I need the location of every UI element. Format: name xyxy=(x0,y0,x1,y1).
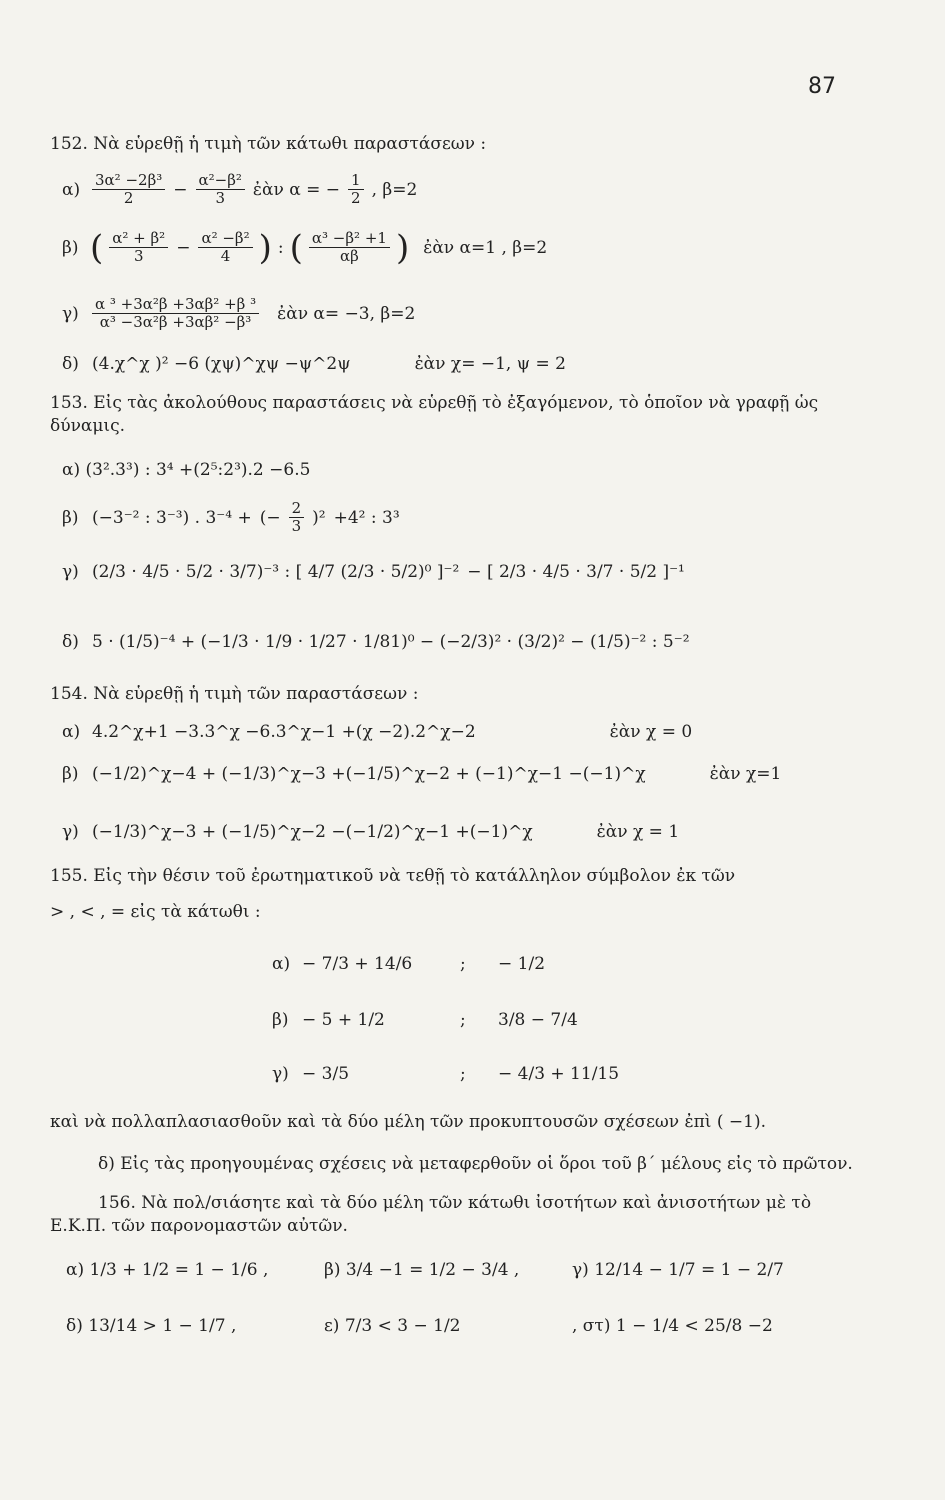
condition-text: ἐὰν χ=1 xyxy=(709,764,782,784)
expression: (−1/2)^χ−4 + (−1/3)^χ−3 +(−1/5)^χ−2 + (−1)^χ−1 −(−1)^χ xyxy=(92,764,646,784)
problem-156-row2 xyxy=(62,1316,777,1336)
right-side: 3/8 − 7/4 xyxy=(498,1010,578,1030)
item-d: δ) 13/14 > 1 − 1/7 , xyxy=(66,1316,237,1336)
item-label: α) xyxy=(272,954,291,974)
item-st: , στ) 1 − 1/4 < 25/8 −2 xyxy=(572,1316,773,1336)
problem-153-b xyxy=(62,500,404,536)
denominator: α³ −3α²β +3αβ² −β³ xyxy=(99,313,252,332)
expression: 5 · (1/5)⁻⁴ + (−1/3 · 1/9 · 1/27 · 1/81)⁰ − (−2/3)² · (3/2)² − (1/5)⁻² : 5⁻² xyxy=(92,632,690,652)
problem-155-symbols: > , < , = εἰς τὰ κάτωθι : xyxy=(50,902,261,922)
right-side: − 1/2 xyxy=(498,954,546,974)
right-side: − 4/3 + 11/15 xyxy=(498,1064,620,1084)
item-label: γ) xyxy=(62,562,79,582)
question-mark: ; xyxy=(460,1064,466,1084)
problem-153-header: 153. Εἰς τὰς ἀκολούθους παραστάσεις νὰ εὑρεθῇ τὸ ἐξαγόμενον, τὸ ὁποῖον νὰ γραφῇ ὡς δύναμις. xyxy=(50,393,819,436)
paren-open: (− xyxy=(259,507,281,528)
problem-155-after: καὶ νὰ πολλαπλασιασθοῦν καὶ τὰ δύο μέλη τῶν προκυπτουσῶν σχέσεων ἐπὶ ( −1). xyxy=(50,1112,766,1132)
fraction xyxy=(196,172,245,208)
expression: − [ 2/3 · 4/5 · 3/7 · 5/2 ]⁻¹ xyxy=(467,562,685,582)
fraction xyxy=(198,230,252,266)
problem-155-header: 155. Εἰς τὴν θέσιν τοῦ ἐρωτηματικοῦ νὰ τεθῇ τὸ κατάλληλον σύμβολον ἐκ τῶν xyxy=(50,866,736,886)
expression: (4.χ^χ )² −6 (χψ)^χψ −ψ^2ψ xyxy=(92,354,351,374)
problem-152-g xyxy=(62,296,419,332)
condition-text: ἐὰν χ = 0 xyxy=(609,722,693,742)
left-side: − 3/5 xyxy=(302,1064,350,1084)
operator: − xyxy=(173,179,188,200)
item-a: α) 1/3 + 1/2 = 1 − 1/6 , xyxy=(66,1260,269,1280)
item-b: β) 3/4 −1 = 1/2 − 3/4 , xyxy=(324,1260,520,1280)
condition-text: ἐὰν α= −3, β=2 xyxy=(277,303,416,324)
denominator: 4 xyxy=(220,247,231,266)
fraction xyxy=(92,296,259,332)
denominator: 3 xyxy=(215,189,225,208)
item-label: β) xyxy=(272,1010,289,1030)
fraction xyxy=(348,172,364,208)
item-label: γ) xyxy=(272,1064,289,1084)
item-label: β) xyxy=(62,237,79,258)
item-label: α) xyxy=(62,722,81,742)
denominator: αβ xyxy=(340,247,359,266)
left-side: − 7/3 + 14/6 xyxy=(302,954,413,974)
item-e: ε) 7/3 < 3 − 1/2 xyxy=(324,1316,461,1336)
problem-152-header: 152. Νὰ εὑρεθῇ ἡ τιμὴ τῶν κάτωθι παραστάσεων : xyxy=(50,134,487,154)
problem-152-a xyxy=(62,172,421,208)
denominator: 3 xyxy=(133,247,144,266)
operator: − xyxy=(176,237,191,258)
condition-text: ἐὰν α = − xyxy=(252,179,341,200)
expression: 4.2^χ+1 −3.3^χ −6.3^χ−1 +(χ −2).2^χ−2 xyxy=(92,722,476,742)
paren-open: ( xyxy=(90,227,104,268)
paren-close: )² xyxy=(312,507,326,528)
problem-152-b xyxy=(62,227,551,268)
item-label: α) xyxy=(62,179,81,200)
numerator: α² −β² xyxy=(198,230,252,248)
fraction xyxy=(289,500,305,536)
expression: +4² : 3³ xyxy=(333,507,400,528)
question-mark: ; xyxy=(460,1010,466,1030)
condition-text: ἐὰν χ= −1, ψ = 2 xyxy=(414,354,566,374)
problem-154-a xyxy=(62,722,696,742)
item-label: β) xyxy=(62,507,79,528)
condition-text: , β=2 xyxy=(371,179,418,200)
item-label: γ) xyxy=(62,303,79,324)
condition-text: ἐὰν α=1 , β=2 xyxy=(423,237,548,258)
problem-155-b xyxy=(272,1010,582,1030)
numerator: 3α² −2β³ xyxy=(92,172,165,190)
expression: (2/3 · 4/5 · 5/2 · 3/7)⁻³ : [ 4/7 (2/3 · 5/2)⁰ ]⁻² xyxy=(92,562,460,582)
item-g: γ) 12/14 − 1/7 = 1 − 2/7 xyxy=(572,1260,784,1280)
left-side: − 5 + 1/2 xyxy=(302,1010,385,1030)
item-label: δ) xyxy=(62,354,79,374)
problem-156-header: 156. Νὰ πολ/σιάσητε καὶ τὰ δύο μέλη τῶν κάτωθι ἰσοτήτων καὶ ἀνισοτήτων μὲ τὸ Ε.Κ.Π. τῶν παρονομαστῶν αὐτῶν. xyxy=(50,1193,812,1236)
item-label: δ) xyxy=(62,632,79,652)
problem-155-delta: δ) Εἰς τὰς προηγουμένας σχέσεις νὰ μεταφερθοῦν οἱ ὅροι τοῦ β΄ μέλους εἰς τὸ πρῶτον. xyxy=(98,1154,853,1174)
item-label: β) xyxy=(62,764,79,784)
numerator: α³ −β² +1 xyxy=(309,230,390,248)
numerator: α² + β² xyxy=(109,230,168,248)
expression: (−1/3)^χ−3 + (−1/5)^χ−2 −(−1/2)^χ−1 +(−1)^χ xyxy=(92,822,533,842)
fraction xyxy=(309,230,390,266)
problem-153-a: α) (3².3³) : 3⁴ +(2⁵:2³).2 −6.5 xyxy=(62,460,311,480)
paren-close: ) xyxy=(395,227,410,268)
problem-155-a xyxy=(272,954,549,974)
numerator: 1 xyxy=(348,172,364,190)
numerator: 2 xyxy=(289,500,305,518)
item-label: γ) xyxy=(62,822,79,842)
numerator: α ³ +3α²β +3αβ² +β ³ xyxy=(92,296,259,314)
denominator: 2 xyxy=(123,189,134,208)
problem-156-row1 xyxy=(62,1260,788,1280)
problem-153-d xyxy=(62,632,694,652)
problem-153-g xyxy=(62,562,689,582)
problem-154-b xyxy=(62,764,785,784)
denominator: 2 xyxy=(351,189,361,208)
numerator: α²−β² xyxy=(196,172,245,190)
paren-open: ( xyxy=(289,227,303,268)
problem-154-g xyxy=(62,822,683,842)
question-mark: ; xyxy=(460,954,466,974)
fraction xyxy=(92,172,165,208)
problem-155-g xyxy=(272,1064,623,1084)
fraction xyxy=(109,230,168,266)
page-number: 87 xyxy=(808,74,836,99)
paren-close: ) xyxy=(258,227,272,268)
problem-154-header: 154. Νὰ εὑρεθῇ ἡ τιμὴ τῶν παραστάσεων : xyxy=(50,684,419,704)
operator: : xyxy=(277,237,284,258)
denominator: 3 xyxy=(291,517,302,536)
problem-152-d xyxy=(62,354,570,374)
condition-text: ἐὰν χ = 1 xyxy=(596,822,680,842)
expression: (−3⁻² : 3⁻³) . 3⁻⁴ + xyxy=(92,507,252,528)
